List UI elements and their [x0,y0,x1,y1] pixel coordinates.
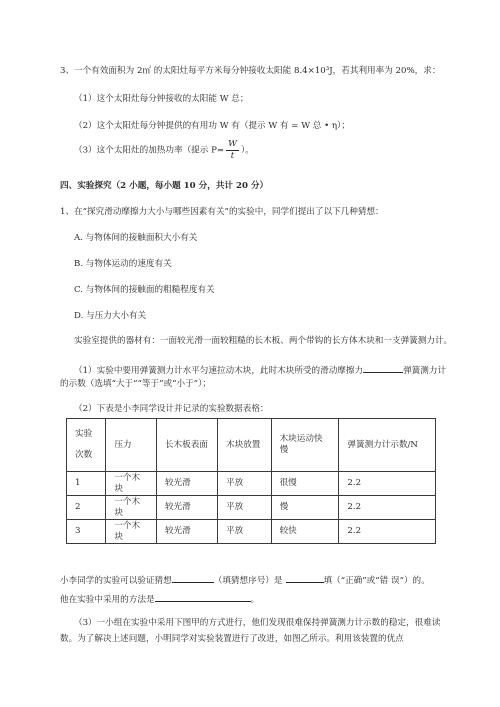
cell-speed: 很慢 [271,472,339,496]
q1-part3-line2: 数。为了解决上述问题，小明同学对实验装置进行了改进，如图乙所示。利用该装置的优点 [60,634,404,644]
q1-part1-text-a: （1）实验中要用弹簧测力计水平匀速拉动木块，此时木块所受的滑动摩擦力 [74,366,364,376]
table-row [67,496,436,520]
header-trial-line1: 实验 [75,429,93,440]
cell-trial: 1 [67,472,106,496]
q3-part3-suffix: ）。 [240,145,254,156]
option-d: D. 与压力大小有关 [74,311,147,321]
table-header-row [67,419,436,472]
cell-reading: 2.2 [339,520,436,544]
cell-placement: 平放 [218,520,272,544]
cell-surface: 较光滑 [156,520,217,544]
cell-surface: 较光滑 [156,472,217,496]
fraction-numerator: W [228,139,237,149]
answer-blank-2[interactable] [172,574,214,583]
verify-text-b: （填猜想序号）是 [213,576,283,586]
q3-part3-prefix: （3）这个太阳灶的加热功率（提示 P= [74,145,225,156]
section-heading: 四、实验探究（2 小题，每小题 10 分，共计 20 分） [60,181,269,191]
cell-reading: 2.2 [339,496,436,520]
fraction-denominator: t [230,150,235,161]
header-motion-speed: 木块运动快慢 [271,419,339,472]
verify-text-c: 填（“正确”或“错 误”）的。 [323,576,430,586]
cell-surface: 较光滑 [156,496,217,520]
cell-pressure: 一个木块 [106,472,157,496]
cell-placement: 平放 [218,496,272,520]
q1-part1-text-b: 弹簧测力计 [403,366,447,376]
option-c: C. 与物体间的接触面的粗糙程度有关 [74,285,215,295]
option-a: A. 与物体间的接触面积大小有关 [74,233,198,243]
header-trial-line2: 次数 [75,450,93,460]
q1-part3-line1: （3）一小组在实验中采用下图甲的方式进行，他们发现很难保持弹簧测力计示数的稳定，很难读 [74,618,441,628]
method-text: 他在实验中采用的方法是 [60,595,155,605]
answer-blank-1[interactable] [363,364,403,373]
method-end: 。 [250,595,260,605]
header-meter-reading: 弹簧测力计示数/N [339,419,436,472]
experiment-data-table [66,418,436,544]
q3-stem: 3、一个有效面积为 2㎡ 的太阳灶每平方米每分钟接收太阳能 8.4×10³J，若其利用率为 20%，求： [60,66,441,76]
answer-blank-3[interactable] [286,574,324,583]
method-line [60,593,470,606]
cell-placement: 平放 [218,472,272,496]
q3-part2: （2）这个太阳灶每分钟提供的有用功 W 有（提示 W 有 = W 总 • η）； [74,121,350,131]
cell-pressure: 一个木块 [106,496,157,520]
verify-text-a: 小李同学的实验可以验证猜想 [60,576,172,586]
q1-part1-line1 [74,364,470,377]
header-trial-number [67,419,106,472]
cell-trial: 3 [67,520,106,544]
answer-blank-4[interactable] [155,593,251,602]
header-pressure: 压力 [106,419,157,472]
cell-speed: 慢 [271,496,339,520]
cell-pressure: 一个木块 [106,520,157,544]
q3-part1: （1）这个太阳灶每分钟接收的太阳能 W 总； [74,94,249,104]
header-block-placement: 木块放置 [218,419,272,472]
cell-trial: 2 [67,496,106,520]
q3-part3 [74,139,470,161]
q1-part2-text: （2）下表是小李同学设计并记录的实验数据表格： [74,404,269,414]
cell-speed: 较快 [271,520,339,544]
option-b: B. 与物体运动的速度有关 [74,259,172,269]
power-formula-fraction [226,139,239,161]
verify-line [60,574,470,587]
table-row [67,520,436,544]
cell-reading: 2.2 [339,472,436,496]
header-board-surface: 长木板表面 [156,419,217,472]
q1-stem: 1、在“探究滑动摩擦力大小与哪些因素有关”的实验中，同学们提出了以下几种猜想： [60,207,384,217]
table-row [67,472,436,496]
q1-part1-line2: 的示数（选填“大于”“等于”或“小于”）； [60,379,211,389]
equipment-text: 实验室提供的器材有：一面较光滑一面较粗糙的长木板、两个带钩的长方体木块和一支弹簧测力计。 [74,336,453,346]
